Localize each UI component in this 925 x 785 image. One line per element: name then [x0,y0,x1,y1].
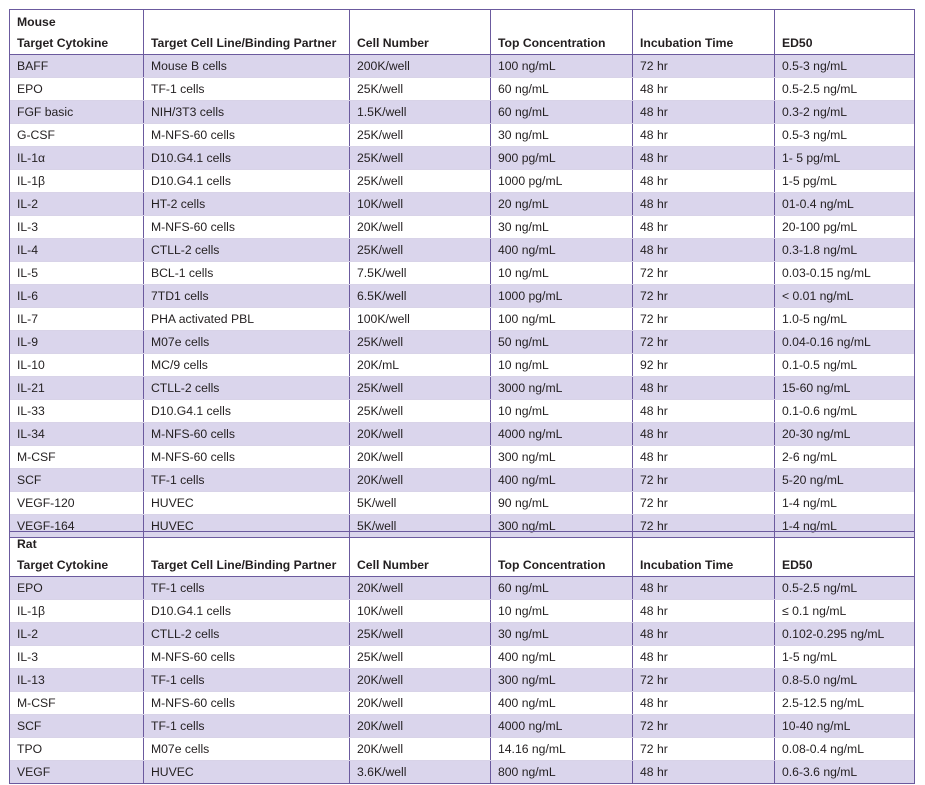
cell-target-cell-line: M-NFS-60 cells [144,423,350,445]
table-row [10,446,914,469]
table-row [10,423,914,446]
cell-target-cytokine: IL-33 [10,400,144,422]
cell-target-cell-line: HUVEC [144,492,350,514]
cell-top-concentration: 300 ng/mL [491,515,633,537]
column-header-target-cytokine: Target Cytokine [10,554,144,576]
cell-incubation-time: 48 hr [633,239,775,261]
cell-target-cytokine: VEGF-120 [10,492,144,514]
cell-target-cell-line: TF-1 cells [144,715,350,737]
cell-target-cytokine: IL-6 [10,285,144,307]
cell-ed50: 0.08-0.4 ng/mL [782,742,864,756]
cell-cell-number: 20K/well [350,469,491,491]
cell-incubation-time: 72 hr [633,331,775,353]
cell-incubation-time: 48 hr [633,377,775,399]
cell-ed50: 0.6-3.6 ng/mL [782,765,858,779]
table-row [10,492,914,515]
cell-ed50: 0.3-2 ng/mL [782,105,848,119]
cell-target-cytokine: IL-3 [10,646,144,668]
cell-incubation-time: 72 hr [633,262,775,284]
cell-cell-number: 25K/well [350,377,491,399]
cell-cell-number: 5K/well [350,515,491,537]
cell-incubation-time: 48 hr [633,193,775,215]
table-row [10,308,914,331]
cell-target-cell-line: M07e cells [144,331,350,353]
table-group-spacer [350,10,491,32]
column-header-ed50: ED50 [782,36,813,50]
cell-top-concentration: 3000 ng/mL [491,377,633,399]
cell-incubation-time: 48 hr [633,400,775,422]
cell-target-cytokine: BAFF [10,55,144,77]
cell-ed50: 0.5-3 ng/mL [782,128,848,142]
cell-cell-number: 20K/mL [350,354,491,376]
cell-top-concentration: 30 ng/mL [491,623,633,645]
cell-incubation-time: 72 hr [633,669,775,691]
cell-cell-number: 20K/well [350,715,491,737]
cell-top-concentration: 1000 pg/mL [491,170,633,192]
cell-target-cell-line: D10.G4.1 cells [144,600,350,622]
cell-target-cytokine: EPO [10,577,144,599]
cell-ed50: 0.102-0.295 ng/mL [782,627,885,641]
cell-ed50: 0.8-5.0 ng/mL [782,673,858,687]
cell-ed50: 5-20 ng/mL [782,473,844,487]
cell-target-cytokine: VEGF [10,761,144,783]
cell-target-cell-line: D10.G4.1 cells [144,170,350,192]
cell-cell-number: 25K/well [350,78,491,100]
cell-top-concentration: 300 ng/mL [491,669,633,691]
table-row [10,55,914,78]
cell-cell-number: 25K/well [350,646,491,668]
cell-ed50: 0.5-2.5 ng/mL [782,581,858,595]
mouse-table [9,9,915,538]
cell-target-cytokine: SCF [10,715,144,737]
cell-target-cytokine: SCF [10,469,144,491]
cell-target-cell-line: HT-2 cells [144,193,350,215]
table-row [10,101,914,124]
cell-ed50: 20-30 ng/mL [782,427,851,441]
cell-target-cell-line: CTLL-2 cells [144,239,350,261]
cell-target-cytokine: IL-9 [10,331,144,353]
cell-top-concentration: 90 ng/mL [491,492,633,514]
cell-cell-number: 6.5K/well [350,285,491,307]
table-row [10,262,914,285]
cell-top-concentration: 900 pg/mL [491,147,633,169]
cell-target-cytokine: IL-1α [10,147,144,169]
cell-target-cytokine: IL-21 [10,377,144,399]
cell-ed50: 0.5-3 ng/mL [782,59,848,73]
table-row [10,692,914,715]
cell-top-concentration: 10 ng/mL [491,354,633,376]
cell-top-concentration: 60 ng/mL [491,101,633,123]
table-group-spacer [144,532,350,554]
cell-incubation-time: 48 hr [633,646,775,668]
cell-ed50: 0.04-0.16 ng/mL [782,335,871,349]
column-header-top-concentration: Top Concentration [491,554,633,576]
column-header-top-concentration: Top Concentration [491,32,633,54]
cell-cell-number: 25K/well [350,239,491,261]
cell-target-cytokine: IL-34 [10,423,144,445]
cell-top-concentration: 800 ng/mL [491,761,633,783]
table-group-label: Rat [10,532,144,554]
cell-incubation-time: 72 hr [633,515,775,537]
cell-ed50: 15-60 ng/mL [782,381,851,395]
cell-incubation-time: 72 hr [633,715,775,737]
cell-top-concentration: 400 ng/mL [491,646,633,668]
cell-target-cell-line: M-NFS-60 cells [144,446,350,468]
cell-cell-number: 200K/well [350,55,491,77]
cell-cell-number: 10K/well [350,600,491,622]
cell-top-concentration: 4000 ng/mL [491,423,633,445]
cell-top-concentration: 50 ng/mL [491,331,633,353]
table-group-spacer [633,532,775,554]
cell-top-concentration: 30 ng/mL [491,216,633,238]
table-row [10,600,914,623]
cell-ed50: 1-4 ng/mL [782,519,837,533]
cell-ed50: < 0.01 ng/mL [782,289,854,303]
cell-ed50: 0.1-0.5 ng/mL [782,358,858,372]
cell-cell-number: 25K/well [350,331,491,353]
cell-target-cytokine: IL-2 [10,193,144,215]
cell-incubation-time: 48 hr [633,124,775,146]
cell-ed50: 0.1-0.6 ng/mL [782,404,858,418]
cell-target-cell-line: TF-1 cells [144,78,350,100]
cell-incubation-time: 48 hr [633,78,775,100]
table-row [10,469,914,492]
cell-top-concentration: 400 ng/mL [491,239,633,261]
cell-cell-number: 20K/well [350,669,491,691]
cell-cell-number: 25K/well [350,623,491,645]
cell-incubation-time: 48 hr [633,101,775,123]
cell-target-cell-line: Mouse B cells [144,55,350,77]
cell-target-cell-line: CTLL-2 cells [144,623,350,645]
cell-cell-number: 20K/well [350,446,491,468]
cell-ed50: 10-40 ng/mL [782,719,851,733]
table-group-spacer [491,532,633,554]
table-row [10,377,914,400]
table-row [10,331,914,354]
table-group-row [10,532,914,554]
cell-target-cytokine: EPO [10,78,144,100]
table-row [10,400,914,423]
cell-incubation-time: 72 hr [633,55,775,77]
column-header-target-cell-line: Target Cell Line/Binding Partner [144,554,350,576]
cell-incubation-time: 92 hr [633,354,775,376]
column-header-ed50: ED50 [782,558,813,572]
cell-incubation-time: 48 hr [633,446,775,468]
cell-incubation-time: 48 hr [633,147,775,169]
cell-cell-number: 20K/well [350,738,491,760]
table-group-label: Mouse [10,10,144,32]
cell-cell-number: 20K/well [350,577,491,599]
cell-incubation-time: 48 hr [633,761,775,783]
cell-target-cell-line: D10.G4.1 cells [144,147,350,169]
table-row [10,354,914,377]
cell-top-concentration: 300 ng/mL [491,446,633,468]
cell-target-cytokine: FGF basic [10,101,144,123]
cell-incubation-time: 48 hr [633,692,775,714]
cell-cell-number: 20K/well [350,216,491,238]
cell-incubation-time: 72 hr [633,469,775,491]
cell-cell-number: 10K/well [350,193,491,215]
table-group-spacer [775,10,914,32]
cell-incubation-time: 72 hr [633,492,775,514]
cell-ed50: 01-0.4 ng/mL [782,197,854,211]
cell-cell-number: 20K/well [350,423,491,445]
cell-ed50: 1-4 ng/mL [782,496,837,510]
table-group-spacer [350,532,491,554]
cell-incubation-time: 48 hr [633,577,775,599]
table-row [10,577,914,600]
table-row [10,761,914,783]
table-row [10,170,914,193]
cell-ed50: ≤ 0.1 ng/mL [782,604,847,618]
table-header-row [10,554,914,577]
cell-target-cytokine: IL-1β [10,170,144,192]
cell-top-concentration: 60 ng/mL [491,78,633,100]
cell-top-concentration: 1000 pg/mL [491,285,633,307]
cell-top-concentration: 10 ng/mL [491,262,633,284]
table-row [10,669,914,692]
column-header-incubation-time: Incubation Time [633,554,775,576]
cell-target-cell-line: D10.G4.1 cells [144,400,350,422]
table-row [10,239,914,262]
cell-cell-number: 25K/well [350,400,491,422]
cell-top-concentration: 10 ng/mL [491,600,633,622]
cell-top-concentration: 100 ng/mL [491,308,633,330]
cell-incubation-time: 72 hr [633,285,775,307]
cell-target-cell-line: TF-1 cells [144,577,350,599]
cell-top-concentration: 400 ng/mL [491,469,633,491]
cell-top-concentration: 100 ng/mL [491,55,633,77]
cell-target-cell-line: 7TD1 cells [144,285,350,307]
cell-ed50: 2-6 ng/mL [782,450,837,464]
cell-ed50: 0.3-1.8 ng/mL [782,243,858,257]
table-row [10,738,914,761]
table-row [10,216,914,239]
cell-ed50: 20-100 pg/mL [782,220,858,234]
cell-top-concentration: 400 ng/mL [491,692,633,714]
cell-ed50: 0.5-2.5 ng/mL [782,82,858,96]
table-row [10,715,914,738]
cell-cell-number: 20K/well [350,692,491,714]
cell-incubation-time: 48 hr [633,216,775,238]
cell-top-concentration: 30 ng/mL [491,124,633,146]
cell-target-cytokine: M-CSF [10,446,144,468]
cell-ed50: 1.0-5 ng/mL [782,312,848,326]
cell-target-cytokine: VEGF-164 [10,515,144,537]
column-header-cell-number: Cell Number [350,32,491,54]
cell-target-cell-line: M-NFS-60 cells [144,124,350,146]
table-row [10,193,914,216]
cell-ed50: 1-5 pg/mL [782,174,837,188]
column-header-incubation-time: Incubation Time [633,32,775,54]
cell-top-concentration: 14.16 ng/mL [491,738,633,760]
cell-incubation-time: 48 hr [633,600,775,622]
cell-target-cytokine: IL-7 [10,308,144,330]
cell-target-cytokine: TPO [10,738,144,760]
cell-cell-number: 100K/well [350,308,491,330]
cell-target-cell-line: M-NFS-60 cells [144,216,350,238]
cell-top-concentration: 60 ng/mL [491,577,633,599]
cell-target-cytokine: IL-13 [10,669,144,691]
column-header-cell-number: Cell Number [350,554,491,576]
cell-cell-number: 1.5K/well [350,101,491,123]
cell-ed50: 1-5 ng/mL [782,650,837,664]
cell-target-cell-line: M-NFS-60 cells [144,692,350,714]
cell-target-cell-line: M07e cells [144,738,350,760]
table-row [10,124,914,147]
cell-target-cell-line: HUVEC [144,761,350,783]
cell-cell-number: 25K/well [350,147,491,169]
cell-cell-number: 25K/well [350,124,491,146]
cell-target-cytokine: G-CSF [10,124,144,146]
cell-target-cell-line: TF-1 cells [144,669,350,691]
column-header-target-cell-line: Target Cell Line/Binding Partner [144,32,350,54]
cell-incubation-time: 48 hr [633,170,775,192]
cell-incubation-time: 72 hr [633,308,775,330]
cell-ed50: 0.03-0.15 ng/mL [782,266,871,280]
table-group-spacer [491,10,633,32]
cell-target-cytokine: IL-1β [10,600,144,622]
cell-cell-number: 25K/well [350,170,491,192]
cell-top-concentration: 4000 ng/mL [491,715,633,737]
cell-target-cytokine: IL-4 [10,239,144,261]
table-row [10,623,914,646]
cell-ed50: 1- 5 pg/mL [782,151,841,165]
cell-incubation-time: 72 hr [633,738,775,760]
cell-target-cell-line: HUVEC [144,515,350,537]
table-row [10,147,914,170]
table-row [10,646,914,669]
cell-target-cytokine: IL-5 [10,262,144,284]
cell-target-cytokine: IL-10 [10,354,144,376]
rat-table [9,531,915,784]
cell-target-cell-line: M-NFS-60 cells [144,646,350,668]
table-row [10,285,914,308]
cell-target-cell-line: MC/9 cells [144,354,350,376]
cell-cell-number: 5K/well [350,492,491,514]
cell-target-cell-line: PHA activated PBL [144,308,350,330]
table-group-spacer [633,10,775,32]
table-group-spacer [144,10,350,32]
cell-top-concentration: 20 ng/mL [491,193,633,215]
cell-target-cytokine: IL-3 [10,216,144,238]
cell-incubation-time: 48 hr [633,423,775,445]
cell-target-cell-line: NIH/3T3 cells [144,101,350,123]
cell-incubation-time: 48 hr [633,623,775,645]
cell-target-cell-line: CTLL-2 cells [144,377,350,399]
table-group-spacer [775,532,914,554]
cell-target-cell-line: BCL-1 cells [144,262,350,284]
table-header-row [10,32,914,55]
cell-cell-number: 7.5K/well [350,262,491,284]
column-header-target-cytokine: Target Cytokine [10,32,144,54]
table-row [10,78,914,101]
cell-target-cell-line: TF-1 cells [144,469,350,491]
cell-top-concentration: 10 ng/mL [491,400,633,422]
cell-target-cytokine: IL-2 [10,623,144,645]
cell-ed50: 2.5-12.5 ng/mL [782,696,864,710]
cell-target-cytokine: M-CSF [10,692,144,714]
table-group-row [10,10,914,32]
cell-cell-number: 3.6K/well [350,761,491,783]
